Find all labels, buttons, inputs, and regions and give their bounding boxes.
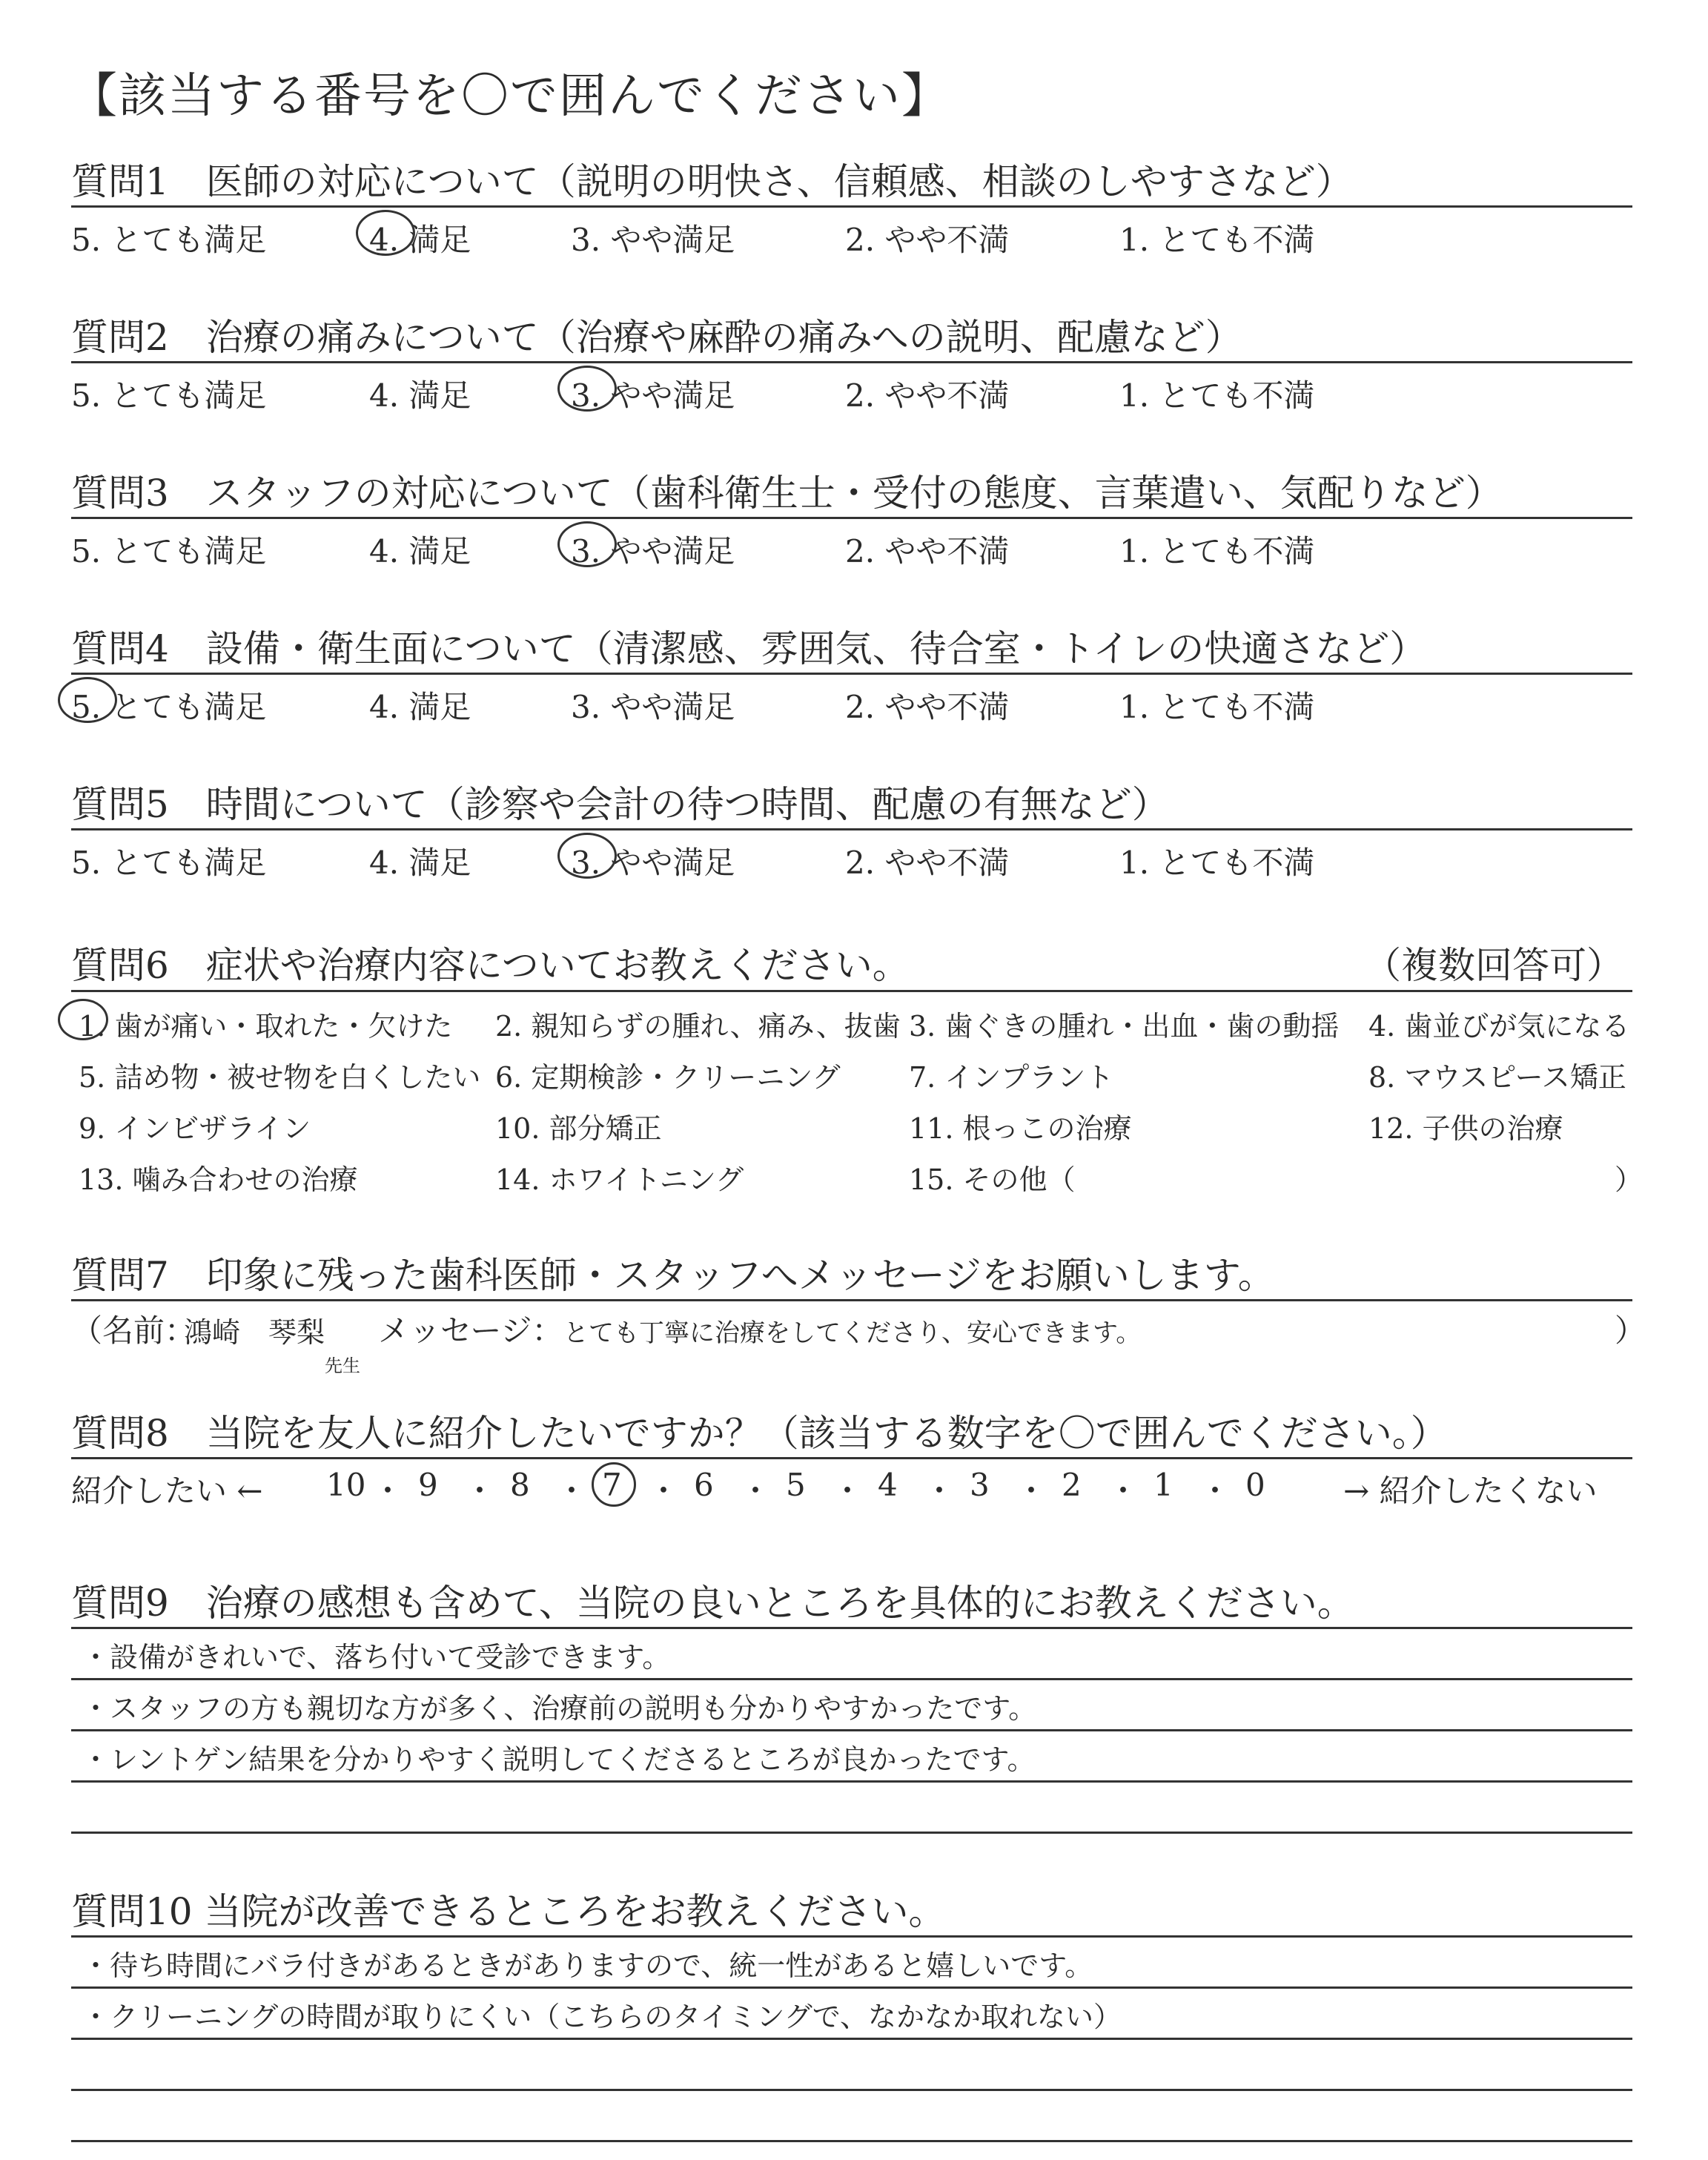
q6-option[interactable]: 9. インビザライン (79, 1112, 311, 1145)
q6-option[interactable]: 10. 部分矯正 (495, 1112, 662, 1145)
q2-option[interactable]: 3. やや満足 (571, 377, 735, 414)
q8-scale-value[interactable]: 6 (694, 1467, 714, 1503)
q1-option[interactable]: 1. とても不満 (1119, 222, 1315, 258)
q5-title: 質問5 時間について（診察や会計の待つ時間、配慮の有無など） (71, 783, 1169, 826)
q10-rule-2 (71, 2038, 1632, 2040)
q8-separator: ・ (832, 1473, 864, 1509)
q2-option[interactable]: 4. 満足 (369, 377, 471, 414)
q8-scale-value[interactable]: 0 (1245, 1467, 1265, 1503)
q3-option[interactable]: 3. やや満足 (571, 533, 735, 569)
q6-option[interactable]: 2. 親知らずの腫れ、痛み、抜歯 (495, 1010, 901, 1043)
q10-rule-1 (71, 1986, 1632, 1989)
q8-scale-value[interactable]: 3 (970, 1467, 990, 1503)
q4-title: 質問4 設備・衛生面について（清潔感、雰囲気、待合室・トイレの快適さなど） (71, 627, 1427, 670)
selection-circle (58, 677, 117, 723)
q5-option[interactable]: 4. 満足 (369, 845, 471, 881)
q1-option[interactable]: 2. やや不満 (845, 222, 1010, 258)
q8-scale-value[interactable]: 10 (326, 1467, 366, 1503)
q3-option[interactable]: 5. とても満足 (71, 533, 267, 569)
q6-note: （複数回答可） (1364, 944, 1623, 987)
q8-scale-value[interactable]: 9 (418, 1467, 438, 1503)
q10-rule-4 (71, 2140, 1632, 2142)
q7-name-value: 鴻崎 琴梨 (184, 1316, 325, 1349)
q1-option[interactable]: 3. やや満足 (571, 222, 735, 258)
q6-option[interactable]: 15. その他（ (909, 1163, 1076, 1196)
q7-title: 質問7 印象に残った歯科医師・スタッフへメッセージをお願いします。 (71, 1254, 1275, 1297)
q8-right-label: → 紹介したくない (1343, 1473, 1598, 1509)
q8-separator: ・ (924, 1473, 956, 1509)
q4-option[interactable]: 1. とても不満 (1119, 689, 1315, 725)
q10-rule-0 (71, 1935, 1632, 1938)
q5-option[interactable]: 2. やや不満 (845, 845, 1010, 881)
q9-rule-1 (71, 1678, 1632, 1680)
q8-title: 質問8 当院を友人に紹介したいですか？（該当する数字を〇で囲んでください。） (71, 1412, 1448, 1455)
q7-name-suffix: 先生 (325, 1355, 360, 1376)
q8-left-label: 紹介したい ← (71, 1473, 263, 1509)
q6-option[interactable]: 13. 噛み合わせの治療 (79, 1163, 358, 1196)
q8-scale-value[interactable]: 7 (602, 1467, 622, 1503)
q9-rule-4 (71, 1832, 1632, 1834)
q5-option[interactable]: 1. とても不満 (1119, 845, 1315, 881)
q8-scale-value[interactable]: 5 (786, 1467, 806, 1503)
q10-answer: ・待ち時間にバラ付きがあるときがありますので、統一性があると嬉しいです。 (82, 1949, 1093, 1982)
q1-option[interactable]: 5. とても満足 (71, 222, 267, 258)
q6-option[interactable]: 3. 歯ぐきの腫れ・出血・歯の動揺 (909, 1010, 1340, 1043)
q1-title: 質問1 医師の対応について（説明の明快さ、信頼感、相談のしやすさなど） (71, 160, 1353, 203)
q10-answer: ・クリーニングの時間が取りにくい（こちらのタイミングで、なかなか取れない） (82, 2001, 1122, 2033)
q9-rule-0 (71, 1627, 1632, 1629)
q7-message-value: とても丁寧に治療をしてくださり、安心できます。 (563, 1318, 1142, 1348)
q8-separator: ・ (372, 1473, 404, 1509)
q9-title: 質問9 治療の感想も含めて、当院の良いところを具体的にお教えください。 (71, 1582, 1354, 1625)
q10-title: 質問10 当院が改善できるところをお教えください。 (71, 1890, 946, 1933)
selection-circle (557, 366, 617, 412)
q6-option[interactable]: 7. インプラント (909, 1061, 1114, 1094)
q9-answer: ・スタッフの方も親切な方が多く、治療前の説明も分かりやすかったです。 (82, 1692, 1037, 1725)
q5-option[interactable]: 5. とても満足 (71, 845, 267, 881)
q5-option[interactable]: 3. やや満足 (571, 845, 735, 881)
q3-title: 質問3 スタッフの対応について（歯科衛生士・受付の態度、言葉遣い、気配りなど） (71, 472, 1503, 515)
q2-option[interactable]: 2. やや不満 (845, 377, 1010, 414)
q3-option[interactable]: 2. やや不満 (845, 533, 1010, 569)
q3-option[interactable]: 4. 満足 (369, 533, 471, 569)
q8-scale-value[interactable]: 8 (510, 1467, 530, 1503)
q7-close-paren: ） (1615, 1312, 1646, 1349)
q6-option[interactable]: 1. 歯が痛い・取れた・欠けた (79, 1010, 453, 1043)
page-header: 【該当する番号を〇で囲んでください】 (70, 69, 950, 124)
q6-option[interactable]: 8. マウスピース矯正 (1368, 1061, 1626, 1094)
q9-answer: ・レントゲン結果を分かりやすく説明してくださるところが良かったです。 (82, 1743, 1036, 1776)
q1-rule (71, 205, 1632, 208)
q4-option[interactable]: 5. とても満足 (71, 689, 267, 725)
q9-answer: ・設備がきれいで、落ち付いて受診できます。 (82, 1641, 671, 1674)
selection-circle (592, 1462, 636, 1507)
q6-option[interactable]: 6. 定期検診・クリーニング (495, 1061, 841, 1094)
q6-option[interactable]: 11. 根っこの治療 (909, 1112, 1132, 1145)
q2-rule (71, 361, 1632, 363)
q4-rule (71, 673, 1632, 675)
selection-circle (58, 999, 108, 1040)
q8-separator: ・ (1108, 1473, 1139, 1509)
q3-option[interactable]: 1. とても不満 (1119, 533, 1315, 569)
q4-option[interactable]: 2. やや不満 (845, 689, 1010, 725)
q10-rule-3 (71, 2089, 1632, 2091)
q8-rule (71, 1457, 1632, 1459)
q8-separator: ・ (648, 1473, 680, 1509)
q8-scale-value[interactable]: 2 (1062, 1467, 1082, 1503)
selection-circle (356, 210, 415, 256)
q2-title: 質問2 治療の痛みについて（治療や麻酔の痛みへの説明、配慮など） (71, 316, 1242, 359)
q2-option[interactable]: 1. とても不満 (1119, 377, 1315, 414)
q6-option[interactable]: 12. 子供の治療 (1368, 1112, 1563, 1145)
q6-option[interactable]: ） (1615, 1163, 1644, 1196)
q8-separator: ・ (556, 1473, 588, 1509)
q6-option[interactable]: 14. ホワイトニング (495, 1163, 744, 1196)
q7-name-label: （名前： (71, 1312, 196, 1349)
q8-separator: ・ (740, 1473, 772, 1509)
q4-option[interactable]: 4. 満足 (369, 689, 471, 725)
q9-rule-3 (71, 1780, 1632, 1783)
q6-rule (71, 990, 1632, 992)
q6-title: 質問6 症状や治療内容についてお教えください。 (71, 944, 910, 987)
q8-scale-value[interactable]: 1 (1153, 1467, 1174, 1503)
q7-message-label: メッセージ： (378, 1312, 563, 1349)
q8-separator: ・ (464, 1473, 496, 1509)
q3-rule (71, 517, 1632, 519)
q1-option[interactable]: 4. 満足 (369, 222, 471, 258)
q8-separator: ・ (1016, 1473, 1047, 1509)
selection-circle (557, 833, 617, 879)
q5-rule (71, 828, 1632, 830)
q2-option[interactable]: 5. とても満足 (71, 377, 267, 414)
q6-option[interactable]: 4. 歯並びが気になる (1368, 1010, 1630, 1043)
q8-separator: ・ (1199, 1473, 1231, 1509)
q9-rule-2 (71, 1729, 1632, 1731)
q7-rule (71, 1299, 1632, 1301)
q4-option[interactable]: 3. やや満足 (571, 689, 735, 725)
q6-option[interactable]: 5. 詰め物・被せ物を白くしたい (79, 1061, 481, 1094)
q8-scale-value[interactable]: 4 (878, 1467, 898, 1503)
selection-circle (557, 521, 617, 567)
